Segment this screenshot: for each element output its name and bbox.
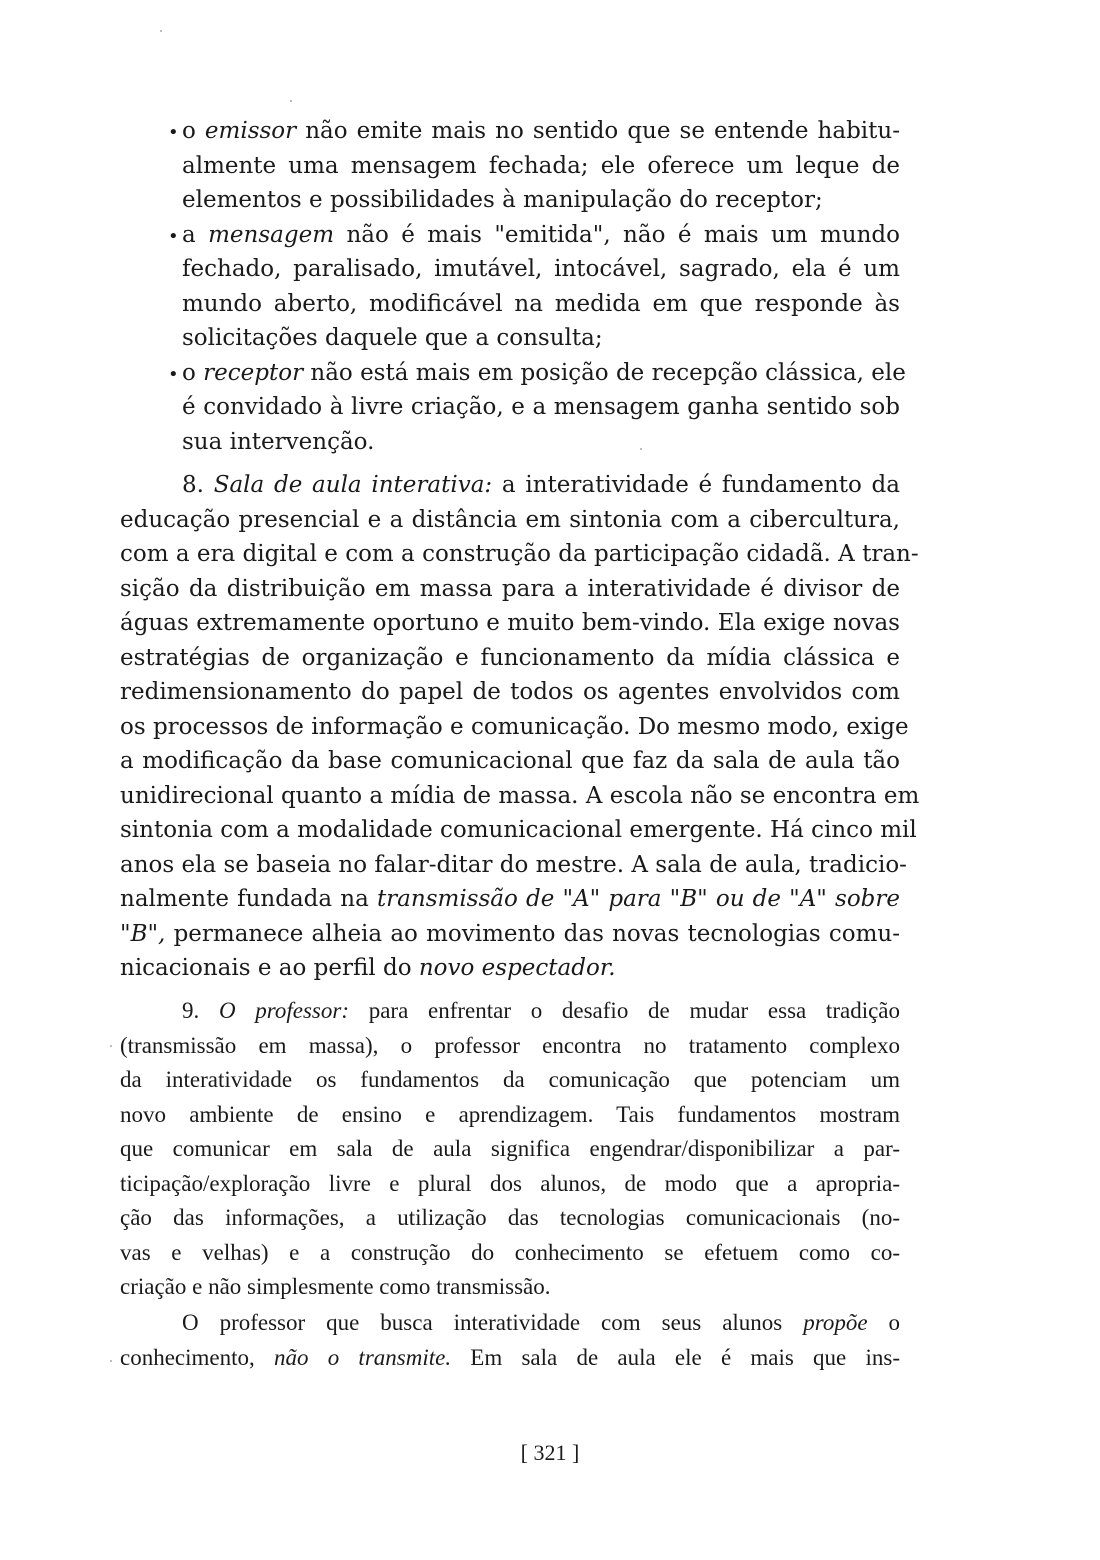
text-segment: almente uma mensagem fechada; ele oferece um leque de xyxy=(182,152,900,179)
scan-speck xyxy=(290,100,292,102)
text-segment: mundo aberto, modificável na medida em que responde às xyxy=(182,290,900,317)
italic-term: Sala de aula interativa: xyxy=(213,472,493,498)
text-segment: sição da distribuição em massa para a interatividade é divisor de xyxy=(120,575,900,602)
text-segment: não emite mais no sentido que se entende habitu- xyxy=(296,118,900,144)
text-segment: elementos e possibilidades à manipulação do receptor; xyxy=(182,187,823,213)
text-line xyxy=(120,183,900,218)
text-segment: solicitações daquele que a consulta; xyxy=(182,325,603,351)
text-line xyxy=(120,1167,900,1202)
text-segment: a interatividade é fundamento da xyxy=(492,472,900,498)
text-segment: a xyxy=(182,221,209,248)
text-line xyxy=(120,252,900,287)
text-line xyxy=(120,1270,900,1305)
text-line xyxy=(120,1029,900,1064)
italic-term: propõe xyxy=(803,1310,868,1335)
text-segment: anos ela se baseia no falar-ditar do mestre. A sala de aula, tradicio- xyxy=(120,851,907,878)
text-segment: unidirecional quanto a mídia de massa. A escola não se encontra em xyxy=(120,782,920,809)
text-line xyxy=(120,287,900,322)
text-segment: nicacionais e ao perfil do xyxy=(120,955,419,981)
text-line xyxy=(120,1306,900,1341)
text-line xyxy=(120,1236,900,1271)
text-segment: educação presencial e a distância em sintonia com a cibercultura, xyxy=(120,506,900,533)
italic-term: emissor xyxy=(204,118,297,144)
text-segment: permanece alheia ao movimento das novas tecnologias comu- xyxy=(165,920,900,947)
text-line xyxy=(120,356,906,391)
italic-term: receptor xyxy=(203,359,304,386)
text-line xyxy=(120,572,900,607)
text-line xyxy=(120,813,917,848)
text-segment: (transmissão em massa), o professor encontra no tratamento complexo xyxy=(120,1032,900,1058)
text-line xyxy=(120,114,900,149)
text-segment: os processos de informação e comunicação. Do mesmo modo, exige xyxy=(120,713,909,740)
text-segment: não é mais "emitida", não é mais um mundo xyxy=(334,221,900,248)
text-segment: o xyxy=(182,118,205,144)
bullet-icon: • xyxy=(168,363,179,385)
scan-speck xyxy=(640,448,642,450)
text-segment: ção das informações, a utilização das tecnologias comunicacionais (no- xyxy=(120,1205,900,1230)
text-line xyxy=(120,744,900,779)
text-line xyxy=(120,917,900,952)
text-line xyxy=(120,641,900,676)
paragraph-9-o-professor xyxy=(120,994,900,1305)
text-segment: Em sala de aula ele é mais que ins- xyxy=(451,1344,900,1370)
text-line xyxy=(120,1201,900,1236)
text-line xyxy=(120,503,900,538)
text-line xyxy=(120,1063,900,1098)
text-segment: da interatividade os fundamentos da comunicação que potenciam um xyxy=(120,1067,900,1092)
text-line xyxy=(120,994,900,1029)
text-segment: o xyxy=(182,359,204,386)
text-segment: é convidado à livre criação, e a mensagem ganha sentido sob xyxy=(182,394,900,420)
italic-term: novo espectador. xyxy=(418,955,616,981)
scan-speck xyxy=(110,1045,112,1047)
text-segment: vas e velhas) e a construção do conhecimento se efetuem como co- xyxy=(120,1239,900,1265)
bullet-item xyxy=(120,356,906,460)
text-line xyxy=(120,779,920,814)
text-line xyxy=(120,468,900,503)
text-line xyxy=(120,149,900,184)
text-line xyxy=(120,710,909,745)
italic-term: não o transmite. xyxy=(273,1344,452,1370)
text-segment: sintonia com a modalidade comunicacional emergente. Há cinco mil xyxy=(120,817,917,843)
bullet-icon: • xyxy=(168,225,179,247)
text-segment: criação e não simplesmente como transmissão. xyxy=(120,1274,551,1299)
text-segment: redimensionamento do papel de todos os agentes envolvidos com xyxy=(120,679,900,705)
text-segment: não está mais em posição de recepção clássica, ele xyxy=(303,359,906,386)
text-segment: sua intervenção. xyxy=(182,428,375,455)
paragraph-10-professor-interatividade xyxy=(120,1306,900,1375)
text-line xyxy=(120,218,900,253)
italic-term: mensagem xyxy=(208,221,335,248)
bullet-list xyxy=(120,114,906,459)
text-segment: que comunicar em sala de aula significa engendrar/disponibilizar a par- xyxy=(120,1136,900,1161)
scan-speck xyxy=(110,1360,112,1362)
text-segment: conhecimento, xyxy=(120,1344,274,1370)
bullet-item xyxy=(120,114,900,218)
text-line xyxy=(120,606,900,641)
text-segment: com a era digital e com a construção da participação cidadã. A tran- xyxy=(120,541,919,567)
page-number: [ 321 ] xyxy=(520,1440,580,1465)
text-line xyxy=(120,390,900,425)
paragraph-8-sala-de-aula-interativa xyxy=(120,468,920,986)
italic-term: O professor: xyxy=(218,998,349,1023)
text-line xyxy=(120,1098,900,1133)
bullet-item xyxy=(120,218,900,356)
text-line xyxy=(120,951,900,986)
text-segment: 8. xyxy=(182,472,214,498)
italic-term: transmissão de "A" para "B" ou de "A" sobre xyxy=(376,886,901,912)
text-segment: a modificação da base comunicacional que faz da sala de aula tão xyxy=(120,748,900,774)
text-segment: estratégias de organização e funcionamento da mídia clássica e xyxy=(120,644,900,671)
italic-term: "B", xyxy=(120,920,166,947)
text-segment: fechado, paralisado, imutável, intocável, sagrado, ela é um xyxy=(182,256,900,282)
text-line xyxy=(120,1341,900,1376)
text-line xyxy=(120,882,900,917)
text-segment: O professor que busca interatividade com seus alunos xyxy=(182,1310,804,1335)
bullet-icon: • xyxy=(168,122,179,143)
scan-speck xyxy=(160,30,162,32)
text-line xyxy=(120,675,900,710)
text-segment: águas extremamente oportuno e muito bem-vindo. Ela exige novas xyxy=(120,610,900,636)
text-line xyxy=(120,425,900,460)
text-segment: novo ambiente de ensino e aprendizagem. Tais fundamentos mostram xyxy=(120,1101,900,1127)
text-segment: nalmente fundada na xyxy=(120,886,377,912)
text-segment: ticipação/exploração livre e plural dos alunos, de modo que a apropria- xyxy=(120,1170,900,1196)
text-segment: 9. xyxy=(182,998,219,1023)
text-line xyxy=(120,321,900,356)
text-segment: o xyxy=(867,1310,900,1335)
text-line xyxy=(120,1132,900,1167)
text-segment: para enfrentar o desafio de mudar essa tradição xyxy=(349,998,900,1023)
text-line xyxy=(120,537,919,572)
text-line xyxy=(120,848,907,883)
